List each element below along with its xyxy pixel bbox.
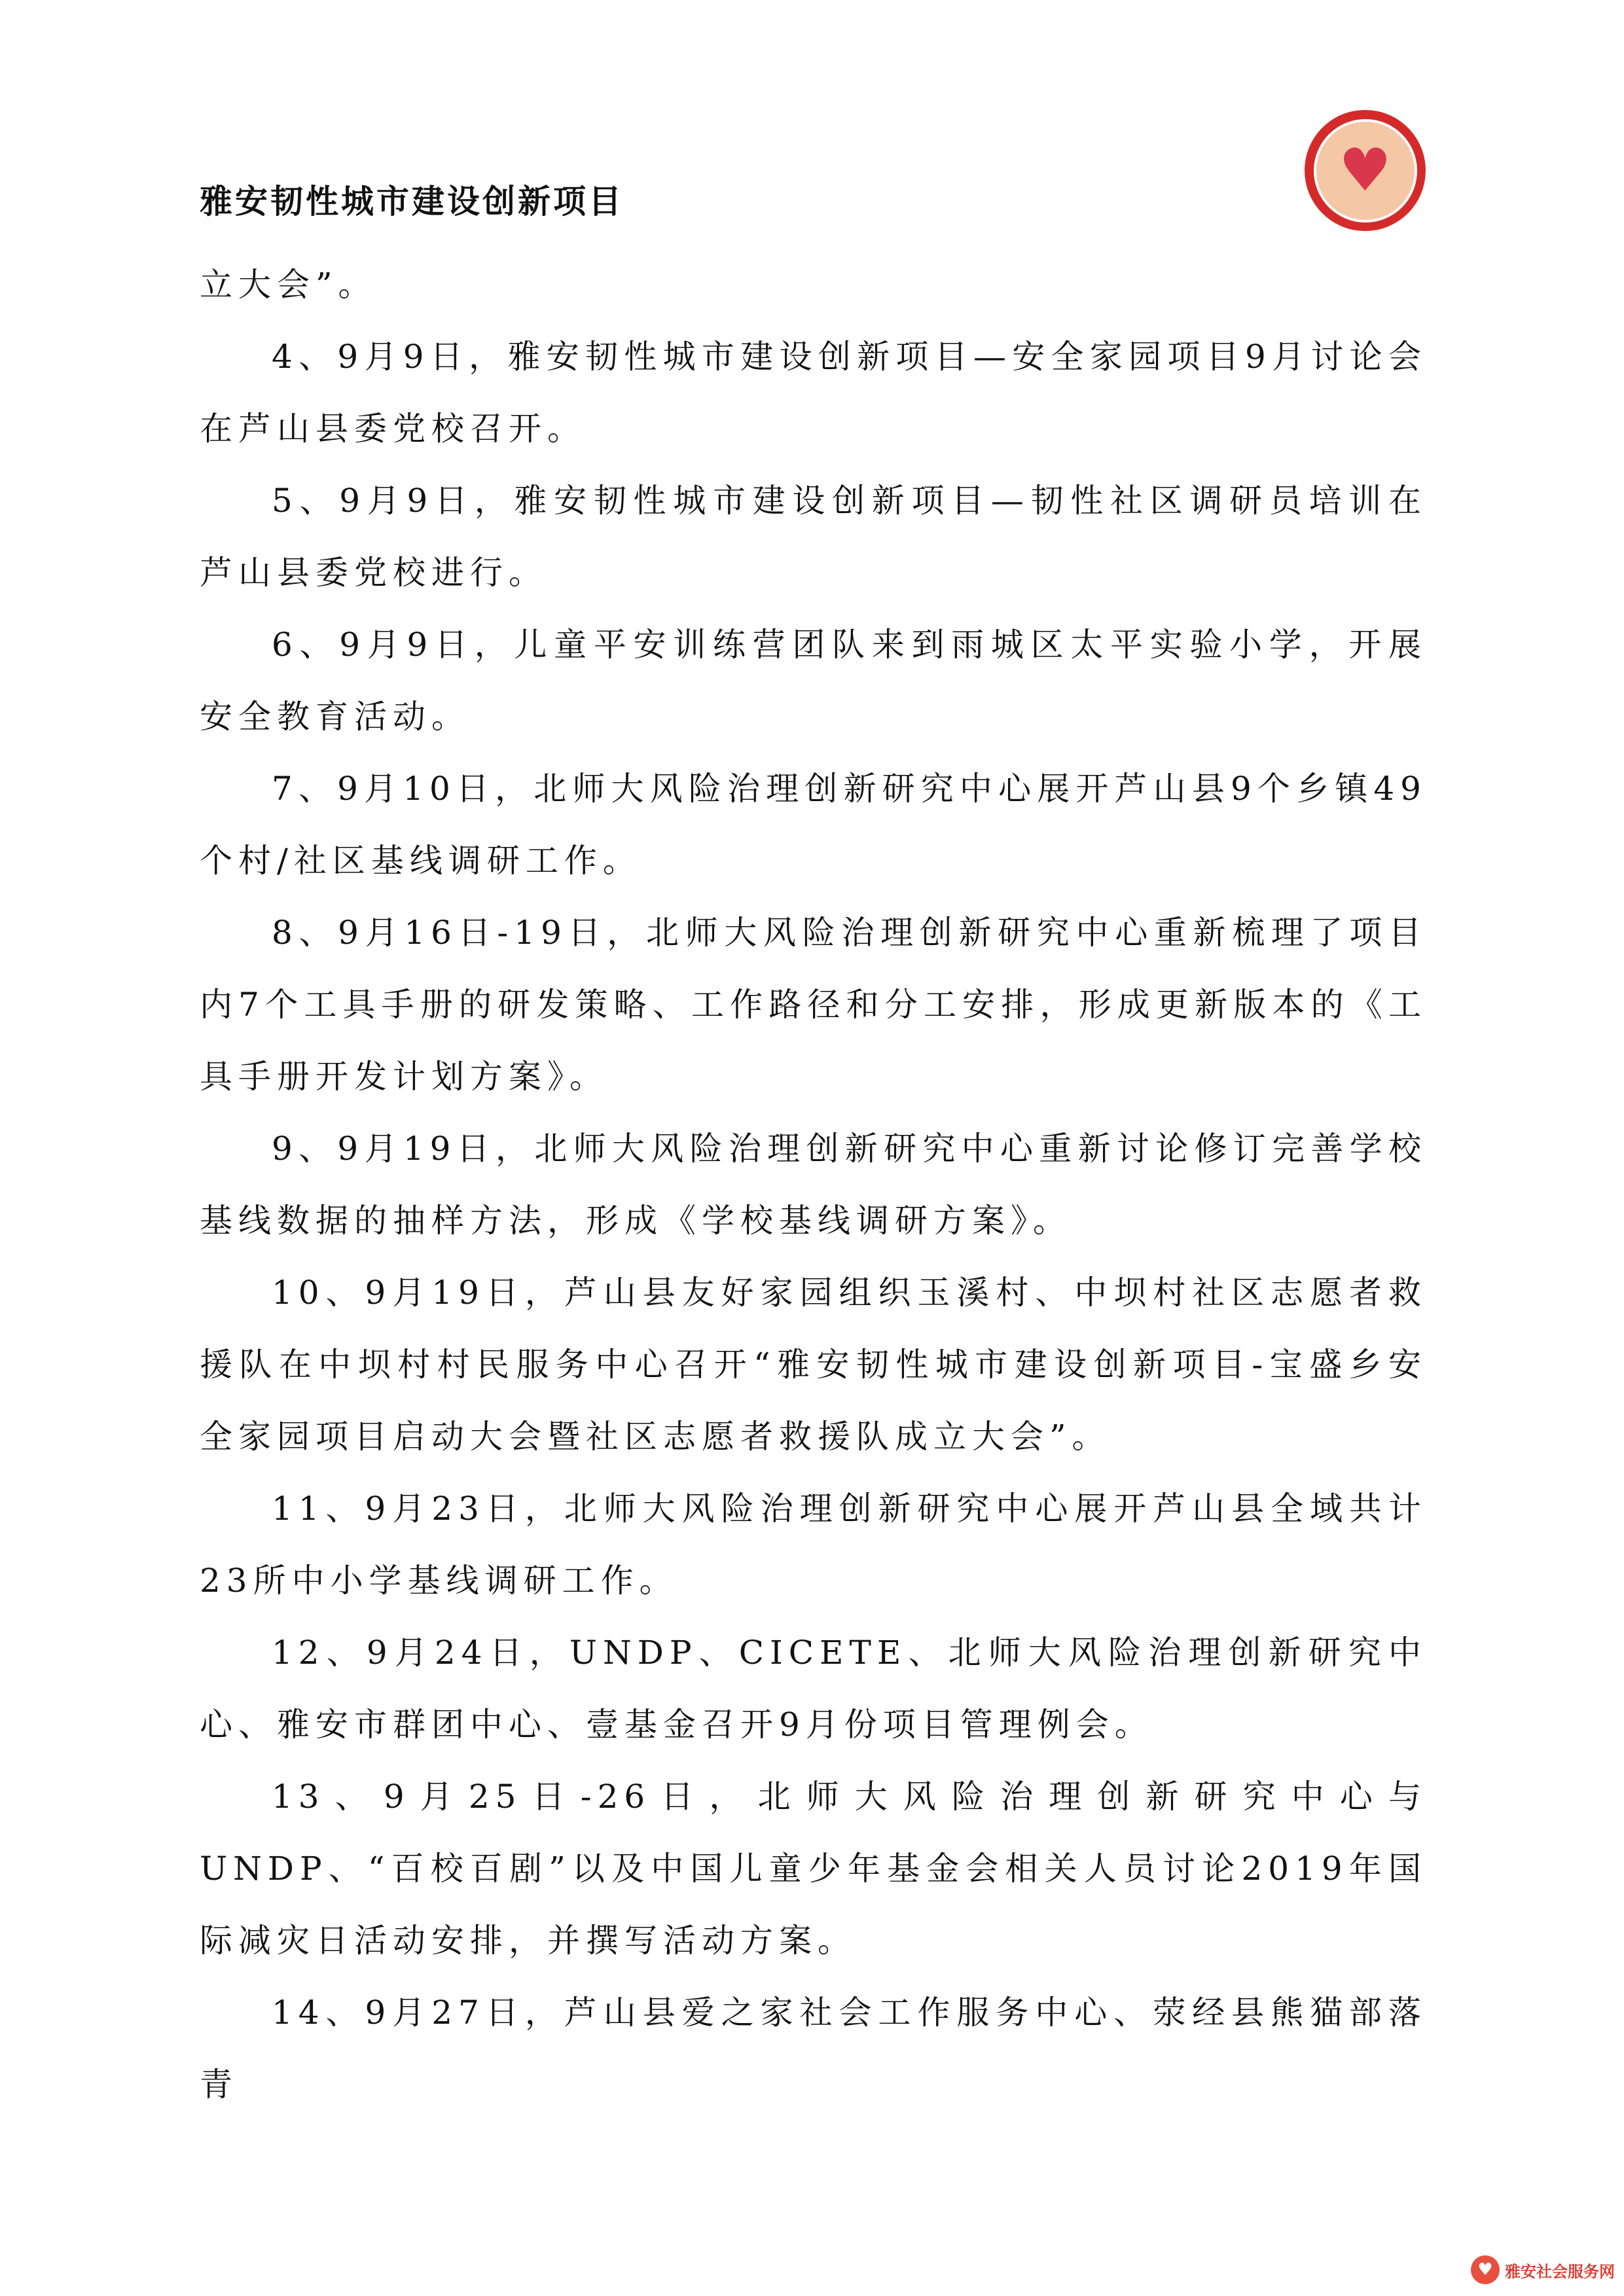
site-watermark — [1471, 2255, 1615, 2284]
paragraph-item: 12、9月24日，UNDP、CICETE、北师大风险治理创新研究中心、雅安市群团中心、壹基金召开9月份项目管理例会。 — [200, 1634, 1427, 1744]
paragraph-item: 13、9月25日-26日，北师大风险治理创新研究中心与UNDP、“百校百剧”以及中国儿童少年基金会相关人员讨论2019年国际减灾日活动安排，并撰写活动方案。 — [200, 1778, 1427, 1960]
continuation-line: 立大会”。 — [200, 266, 377, 304]
paragraph-item: 9、9月19日，北师大风险治理创新研究中心重新讨论修订完善学校基线数据的抽样方法，形成《学校基线调研方案》。 — [200, 1130, 1427, 1240]
watermark-text: 雅安社会服务网 — [1505, 2262, 1615, 2281]
document-body — [200, 249, 1427, 2121]
paragraph-item: 14、9月27日，芦山县爱之家社会工作服务中心、荥经县熊猫部落青 — [200, 1994, 1427, 2104]
paragraph-item: 8、9月16日-19日，北师大风险治理创新研究中心重新梳理了项目内7个工具手册的研发策略、工作路径和分工安排，形成更新版本的《工具手册开发计划方案》。 — [200, 914, 1427, 1096]
paragraph-item: 11、9月23日，北师大风险治理创新研究中心展开芦山县全域共计23所中小学基线调研工作。 — [200, 1490, 1427, 1600]
paragraph-item: 7、9月10日，北师大风险治理创新研究中心展开芦山县9个乡镇49个村/社区基线调研工作。 — [200, 770, 1427, 880]
paragraph-item: 6、9月9日，儿童平安训练营团队来到雨城区太平实验小学，开展安全教育活动。 — [200, 626, 1427, 736]
organization-logo — [1305, 110, 1426, 231]
paragraph-item: 4、9月9日，雅安韧性城市建设创新项目—安全家园项目9月讨论会在芦山县委党校召开。 — [200, 338, 1427, 448]
paragraph-item: 10、9月19日，芦山县友好家园组织玉溪村、中坝村社区志愿者救援队在中坝村村民服务中心召开“雅安韧性城市建设创新项目-宝盛乡安全家园项目启动大会暨社区志愿者救援队成立大会”。 — [200, 1274, 1427, 1456]
paragraph-item: 5、9月9日，雅安韧性城市建设创新项目—韧性社区调研员培训在芦山县委党校进行。 — [200, 482, 1427, 592]
heart-icon: ♥ — [1339, 135, 1392, 205]
page-header-title: 雅安韧性城市建设创新项目 — [200, 182, 624, 221]
heart-icon: ♥ — [1471, 2255, 1500, 2284]
logo-ring — [1314, 119, 1417, 223]
